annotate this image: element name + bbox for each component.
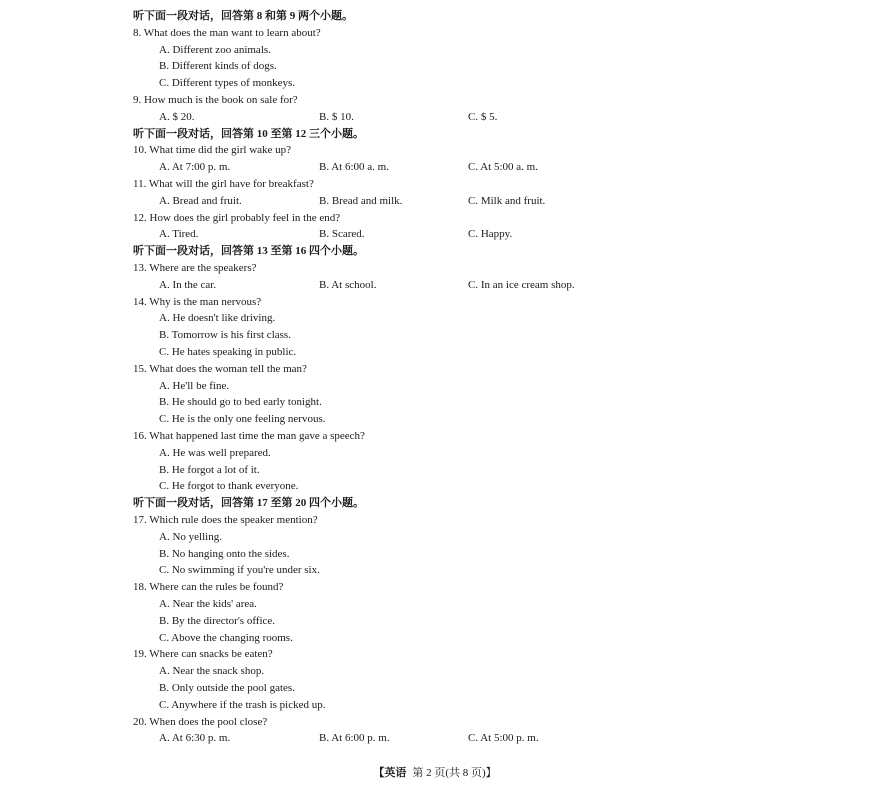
answer-option: A. In the car. — [159, 278, 217, 291]
answer-option: B. Tomorrow is his first class. — [159, 329, 291, 342]
answer-option: B. At 6:00 a. m. — [319, 161, 389, 174]
answer-option: B. By the director's office. — [159, 614, 276, 627]
answer-option: C. At 5:00 a. m. — [468, 161, 538, 174]
question-text: 17. Which rule does the speaker mention? — [133, 514, 318, 526]
answer-option: B. Bread and milk. — [319, 194, 403, 207]
answer-option: B. He should go to bed early tonight. — [159, 396, 322, 409]
answer-option: C. In an ice cream shop. — [468, 278, 575, 291]
answer-option: A. He was well prepared. — [159, 446, 271, 459]
question-text: 18. Where can the rules be found? — [133, 581, 284, 594]
footer-subject: 【英语 — [373, 767, 407, 779]
question-text: 16. What happened last time the man gave a speech? — [133, 430, 365, 442]
answer-option: C. At 5:00 p. m. — [468, 732, 539, 745]
question-text: 19. Where can snacks be eaten? — [133, 648, 273, 661]
section-instruction: 听下面一段对话，回答第 17 至第 20 四个小题。 — [133, 497, 364, 510]
question-text: 10. What time did the girl wake up? — [133, 144, 292, 157]
section-instruction: 听下面一段对话，回答第 8 和第 9 两个小题。 — [133, 10, 353, 22]
question-text: 12. How does the girl probably feel in the end? — [133, 211, 341, 224]
answer-option: C. Happy. — [468, 228, 513, 241]
page-footer — [0, 765, 870, 781]
question-text: 11. What will the girl have for breakfast? — [133, 178, 314, 190]
answer-option: B. No hanging onto the sides. — [159, 547, 290, 560]
answer-option: A. Tired. — [159, 228, 199, 241]
answer-option: B. At school. — [319, 278, 377, 291]
answer-option: C. He forgot to thank everyone. — [159, 480, 299, 493]
question-text: 9. How much is the book on sale for? — [133, 94, 298, 106]
answer-option: A. Near the kids' area. — [159, 598, 257, 610]
answer-option: C. $ 5. — [468, 110, 498, 123]
answer-option: A. He'll be fine. — [159, 379, 230, 392]
answer-option: C. He is the only one feeling nervous. — [159, 413, 326, 426]
answer-option: A. Different zoo animals. — [159, 43, 271, 56]
answer-option: B. He forgot a lot of it. — [159, 463, 260, 476]
section-instruction: 听下面一段对话，回答第 10 至第 12 三个小题。 — [133, 127, 364, 140]
question-text: 15. What does the woman tell the man? — [133, 362, 307, 375]
answer-option: C. Anywhere if the trash is picked up. — [159, 698, 326, 711]
answer-option: A. At 6:30 p. m. — [159, 732, 231, 745]
question-text: 8. What does the man want to learn about? — [133, 26, 321, 39]
answer-option: C. No swimming if you're under six. — [159, 564, 320, 577]
question-text: 20. When does the pool close? — [133, 715, 268, 728]
answer-option: B. At 6:00 p. m. — [319, 732, 390, 745]
answer-option: B. Scared. — [319, 228, 365, 241]
section-instruction: 听下面一段对话，回答第 13 至第 16 四个小题。 — [133, 245, 364, 258]
answer-option: B. Different kinds of dogs. — [159, 60, 277, 73]
answer-option: A. $ 20. — [159, 110, 195, 123]
answer-option: C. Different types of monkeys. — [159, 77, 296, 90]
question-text: 13. Where are the speakers? — [133, 262, 257, 274]
answer-option: C. He hates speaking in public. — [159, 346, 297, 358]
answer-option: C. Milk and fruit. — [468, 194, 546, 207]
answer-option: A. Near the snack shop. — [159, 665, 265, 678]
answer-option: A. At 7:00 p. m. — [159, 161, 231, 174]
footer-page-number: 第 2 页(共 8 页)】 — [412, 767, 497, 779]
question-text: 14. Why is the man nervous? — [133, 295, 262, 308]
answer-option: A. He doesn't like driving. — [159, 312, 276, 325]
answer-option: C. Above the changing rooms. — [159, 631, 293, 644]
answer-option: B. Only outside the pool gates. — [159, 682, 295, 694]
answer-option: A. No yelling. — [159, 530, 222, 543]
answer-option: B. $ 10. — [319, 110, 354, 123]
answer-option: A. Bread and fruit. — [159, 194, 242, 207]
